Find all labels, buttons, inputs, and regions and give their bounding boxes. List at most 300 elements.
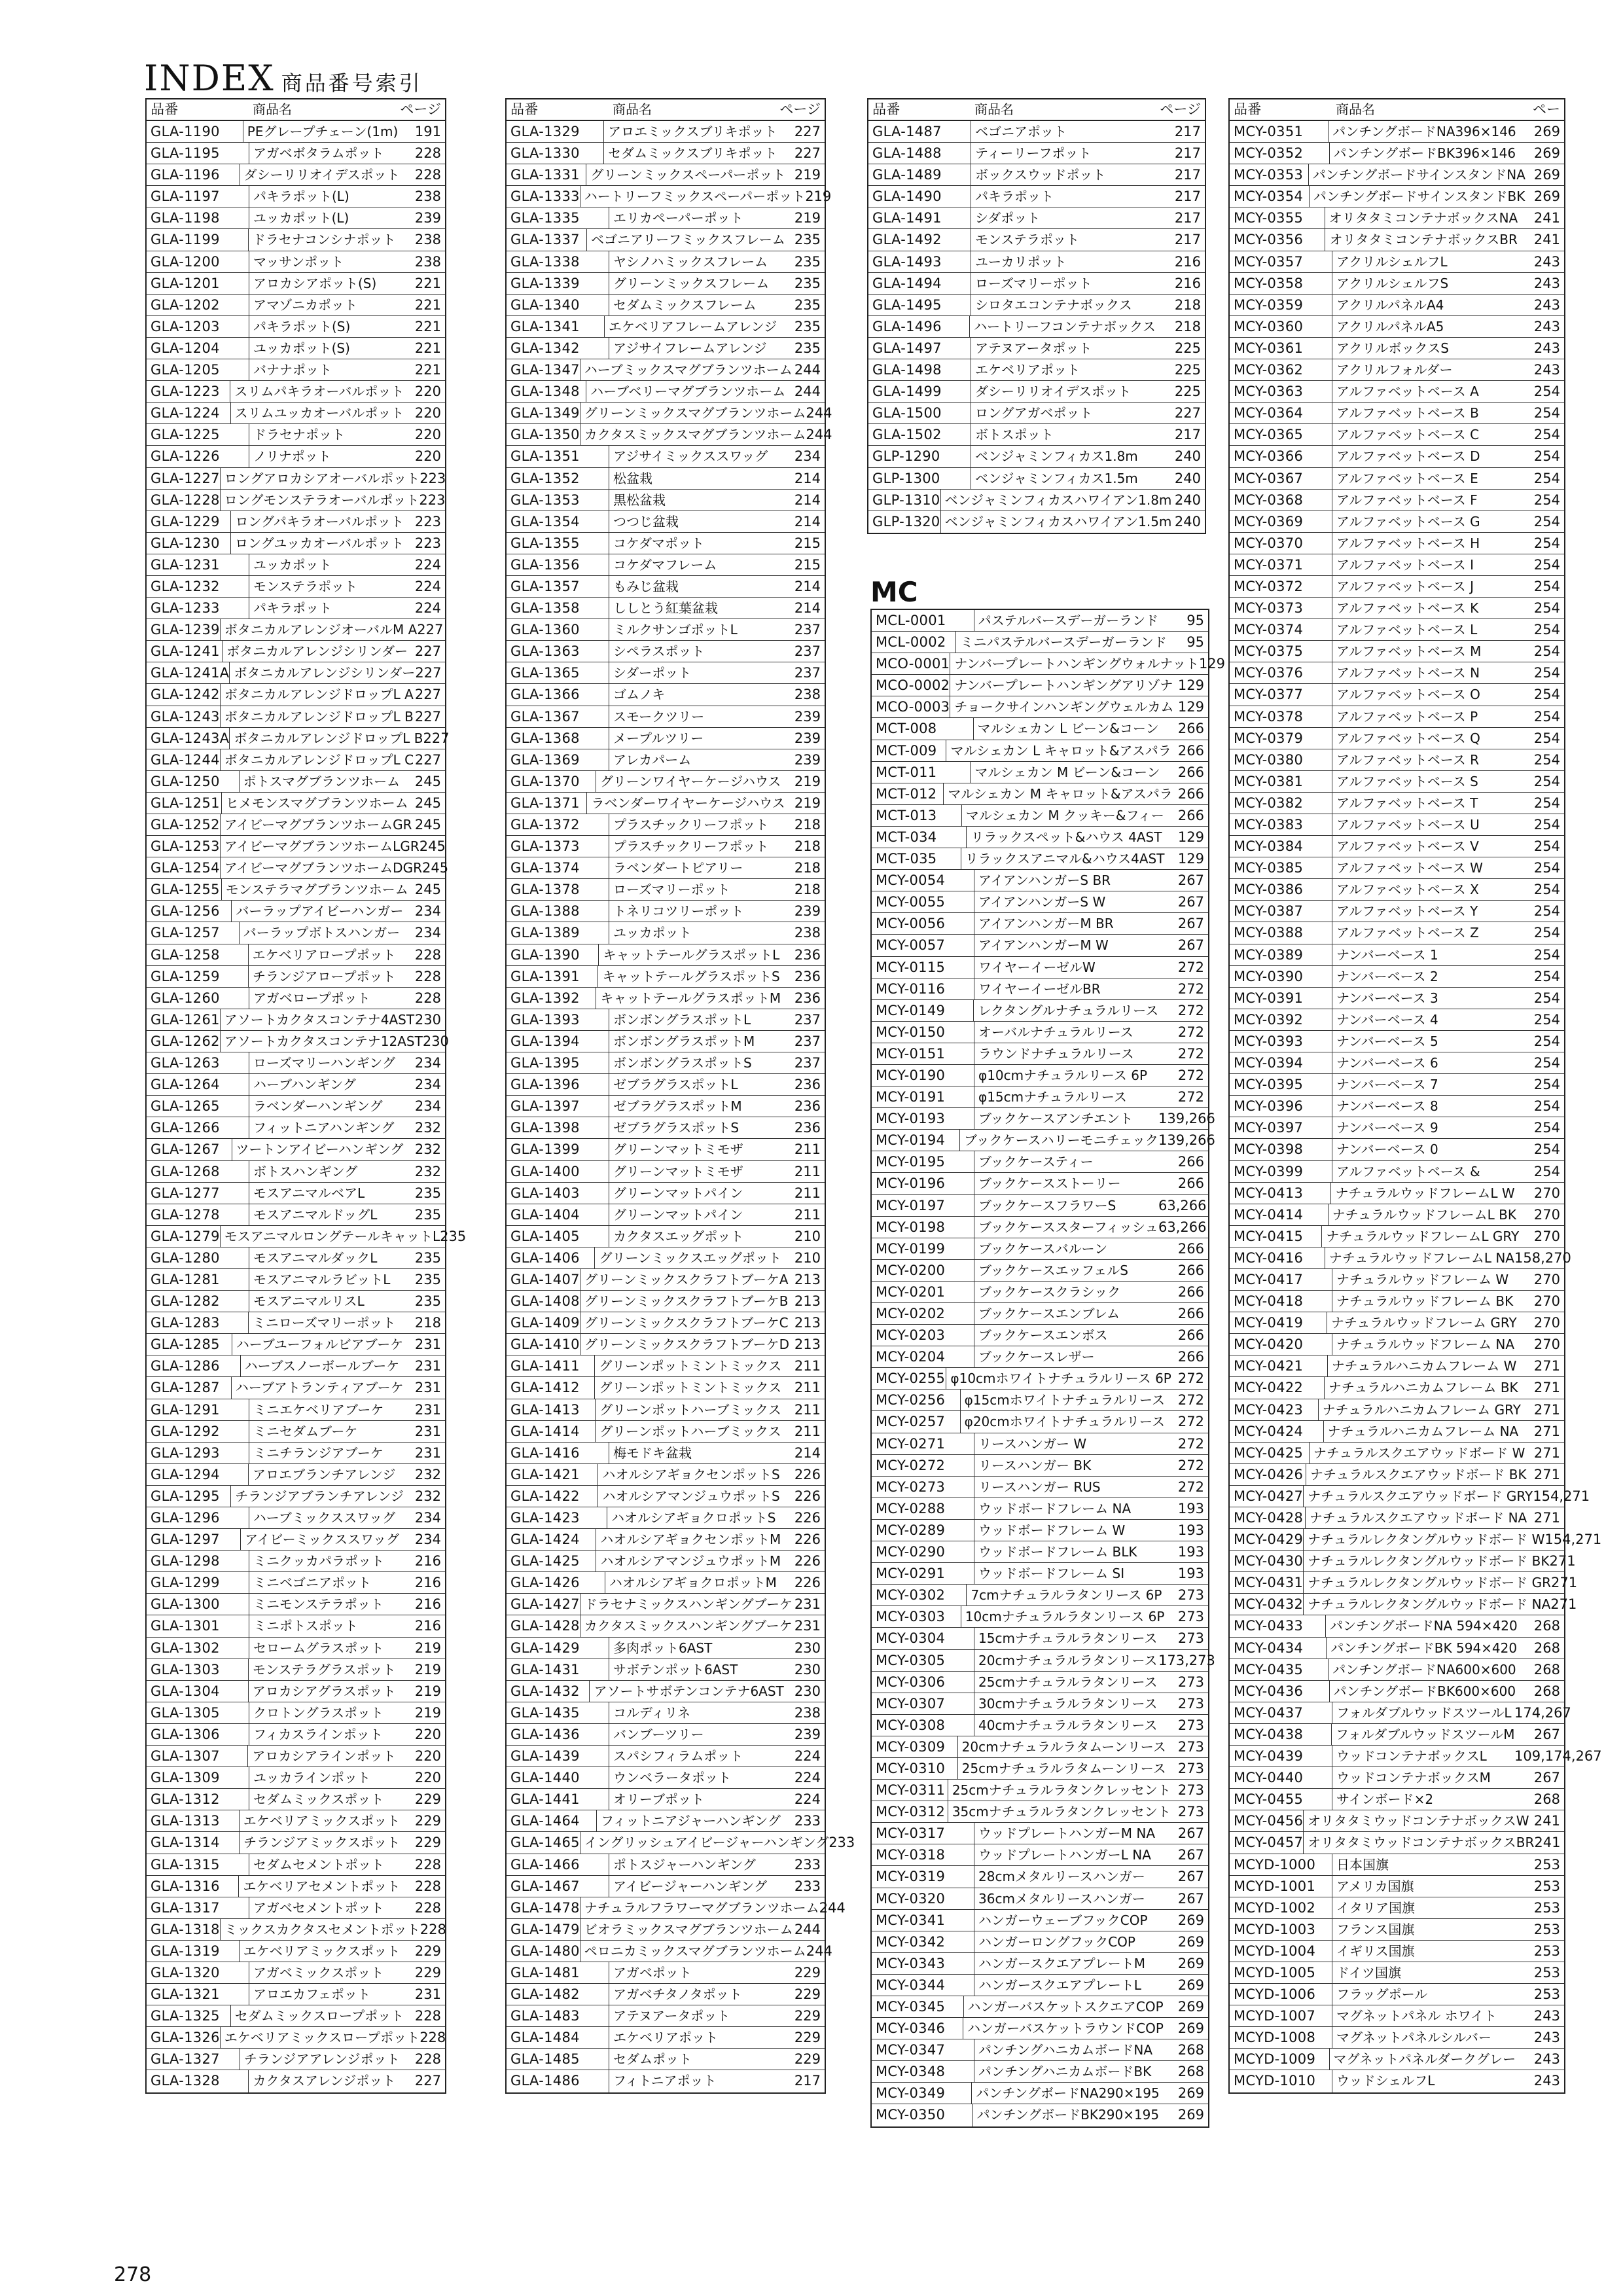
table-row: [872, 1325, 1208, 1346]
table-row: [1230, 1247, 1571, 1269]
cell-code: GLA-1258: [147, 944, 249, 965]
cell-name: グリーンミックスクラフトブーケC: [584, 1315, 789, 1331]
cell-name: ビオラミックスマグブランツホーム: [584, 1921, 793, 1937]
cell-code: GLA-1407: [507, 1269, 580, 1290]
cell-name: アガベミックスポット: [253, 1964, 384, 1981]
cell-page: 219: [794, 773, 821, 789]
table-row: [507, 1421, 825, 1443]
cell-page: 235: [794, 340, 821, 356]
cell-page: 254: [1533, 860, 1560, 876]
cell-name: 35cmナチュラルラタンクレッセント: [952, 1804, 1171, 1820]
cell-page: 173,273: [1158, 1652, 1215, 1668]
cell-name: アロエミックスブリキポット: [608, 124, 777, 139]
cell-code: GLA-1329: [507, 121, 604, 142]
cell-code: MCY-0347: [872, 2039, 974, 2060]
cell-name: チランジアロープポット: [252, 968, 396, 984]
cell-code: GLA-1281: [147, 1269, 249, 1290]
cell-name: パキラポット: [975, 188, 1054, 205]
cell-page: 267: [1177, 1847, 1204, 1863]
cell-code: GLA-1282: [147, 1291, 249, 1312]
cell-code: GLA-1303: [147, 1659, 249, 1680]
cell-code: MCT-013: [872, 805, 962, 826]
table-row: [868, 207, 1205, 229]
table-row: [147, 1355, 445, 1377]
cell-code: GLA-1197: [147, 186, 249, 207]
cell-code: MCY-0202: [872, 1303, 974, 1324]
table-row: [1230, 1443, 1564, 1464]
table-row: [507, 1507, 825, 1529]
cell-page: 235: [414, 1185, 441, 1201]
table-row: [872, 1736, 1208, 1758]
table-row: [868, 403, 1205, 424]
cell-code: GLA-1356: [507, 554, 609, 575]
table-row: [1230, 1421, 1564, 1443]
table-row: [872, 1672, 1208, 1693]
cell-page: 238: [794, 925, 821, 941]
table-row: [872, 1563, 1208, 1585]
cell-code: GLP-1320: [868, 511, 941, 533]
cell-name: アガベロープポット: [253, 990, 370, 1006]
cell-page: 245: [419, 838, 446, 855]
cell-page: 234: [414, 1055, 441, 1071]
cell-code: MCY-0341: [872, 1910, 974, 1931]
cell-page: 235: [414, 1249, 441, 1266]
cell-page: 244: [806, 427, 832, 443]
cell-name: エケベリアフレームアレンジ: [608, 318, 777, 334]
table-row: [1230, 706, 1564, 728]
cell-page: 244: [794, 384, 821, 400]
cell-name: ハーブミックスマグブランツホーム: [584, 362, 793, 378]
cell-code: GLA-1223: [147, 381, 230, 402]
table-row: [507, 576, 825, 598]
table-row: [147, 2005, 445, 2027]
cell-code: GLA-1405: [507, 1226, 609, 1247]
cell-code: GLA-1250: [147, 771, 240, 792]
cell-page: 254: [1533, 1033, 1560, 1049]
cell-page: 271: [1533, 1358, 1560, 1374]
table-row: [147, 1204, 445, 1226]
cell-code: MCY-0370: [1230, 533, 1332, 554]
cell-name: ハートリーフコンテナボックス: [974, 318, 1156, 334]
index-table: [145, 98, 467, 2094]
table-row: [147, 1810, 445, 1832]
cell-code: GLA-1241: [147, 641, 223, 662]
cell-name: アルファベットベース N: [1336, 665, 1480, 681]
table-row: [147, 1702, 445, 1724]
cell-page: 221: [414, 275, 441, 291]
cell-code: GLA-1439: [507, 1746, 609, 1767]
table-row: [1230, 619, 1564, 641]
cell-name: ハオルシアギョクロポットM: [609, 1575, 777, 1591]
table-row: [507, 1355, 825, 1377]
cell-code: GLA-1307: [147, 1746, 248, 1767]
cell-name: シダーポット: [613, 665, 692, 681]
cell-code: GLA-1485: [507, 2049, 609, 2070]
cell-name: パステルバースデーガーランド: [978, 613, 1159, 628]
table-row: [1230, 2027, 1564, 2049]
table-header: [1230, 99, 1564, 121]
cell-name: パキラポット(S): [253, 318, 351, 334]
cell-name: アロエブランチアレンジ: [253, 1466, 396, 1482]
cell-code: GLA-1366: [507, 684, 609, 705]
cell-page: 266: [1177, 764, 1204, 780]
cell-code: GLA-1487: [868, 121, 971, 142]
table-row: [507, 1161, 825, 1183]
cell-code: MCY-0200: [872, 1260, 974, 1281]
cell-page: 243: [1533, 362, 1560, 378]
section-heading-mc: MC: [870, 576, 918, 608]
table-row: [872, 1260, 1208, 1282]
cell-name: ナチュラルハニカムフレーム BK: [1328, 1380, 1518, 1396]
cell-page: 227: [417, 622, 444, 638]
cell-page: 218: [794, 860, 821, 876]
cell-page: 230: [794, 1661, 821, 1677]
table-row: [1230, 1031, 1564, 1052]
cell-page: 226: [794, 1532, 821, 1548]
cell-code: MCT-012: [872, 783, 944, 804]
cell-page: 220: [414, 1748, 441, 1765]
cell-page: 254: [1533, 405, 1560, 422]
cell-code: MCY-0364: [1230, 403, 1332, 423]
table-row: [507, 879, 825, 901]
cell-page: 245: [414, 773, 441, 789]
cell-page: 266: [1177, 1283, 1204, 1300]
cell-page: 254: [1533, 795, 1560, 811]
cell-name: スパシフィラムポット: [613, 1748, 743, 1765]
cell-page: 254: [1533, 492, 1560, 508]
cell-page: 243: [1533, 275, 1560, 291]
cell-code: MCY-0305: [872, 1650, 974, 1671]
cell-page: 211: [794, 1401, 821, 1418]
cell-code: MCY-0367: [1230, 468, 1332, 489]
cell-code: GLA-1277: [147, 1183, 249, 1204]
cell-name: φ15cmホワイトナチュラルリース: [964, 1392, 1165, 1408]
table-row: [872, 1390, 1208, 1411]
cell-name: ナチュラルレクタングルウッドボード GR: [1308, 1575, 1552, 1591]
table-row: [1230, 1486, 1590, 1507]
cell-name: パンチングボードBK600×600: [1333, 1683, 1516, 1699]
cell-page: 273: [1177, 1630, 1204, 1647]
cell-page: 231: [414, 1380, 441, 1396]
cell-code: MCYD-1010: [1230, 2070, 1332, 2092]
cell-name: ナチュラルウッドフレーム BK: [1336, 1293, 1514, 1310]
cell-name: ナンバーベース 1: [1336, 946, 1438, 963]
cell-name: ウッドボードフレーム BLK: [978, 1544, 1137, 1560]
cell-page: 272: [1177, 1414, 1204, 1430]
cell-name: 20cmナチュラルラタムーンリース: [961, 1738, 1166, 1755]
cell-code: MCY-0416: [1230, 1247, 1325, 1268]
header-code: 品番: [151, 101, 179, 117]
table-row: [147, 1746, 445, 1767]
cell-page: 231: [414, 1336, 441, 1353]
cell-code: GLA-1312: [147, 1789, 249, 1810]
cell-name: モスアニマルドッグL: [253, 1206, 378, 1223]
cell-name: フォルダブルウッドスツールM: [1335, 1726, 1515, 1742]
table-row: [147, 2027, 445, 2049]
table-header: [147, 99, 445, 121]
cell-name: パキラポット: [253, 600, 332, 617]
cell-name: ヒメモンスマグブランツホーム: [225, 795, 408, 811]
cell-page: 267: [1533, 1726, 1560, 1742]
cell-code: GLA-1228: [147, 490, 221, 511]
cell-page: 211: [794, 1185, 821, 1201]
cell-code: MCY-0440: [1230, 1767, 1332, 1788]
table-row: [872, 957, 1208, 978]
table-row: [872, 1455, 1208, 1477]
table-row: [868, 490, 1205, 511]
table-row: [1230, 338, 1564, 359]
table-row: [147, 1009, 445, 1031]
cell-code: MCY-0190: [872, 1065, 974, 1086]
cell-code: MCY-0438: [1230, 1724, 1332, 1745]
cell-name: ヤシノハミックスフレーム: [613, 253, 768, 270]
cell-page: 271: [1551, 1575, 1578, 1591]
cell-code: MCYD-1007: [1230, 2005, 1332, 2026]
table-row: [147, 814, 445, 836]
cell-code: GLA-1398: [507, 1117, 609, 1138]
cell-page: 129: [1198, 656, 1226, 672]
table-row: [147, 641, 445, 662]
cell-code: GLA-1305: [147, 1702, 249, 1723]
cell-code: GLA-1494: [868, 273, 971, 294]
table-row: [1230, 728, 1564, 749]
table-row: [1230, 381, 1564, 403]
cell-name: リースハンガー BK: [978, 1457, 1092, 1473]
cell-code: MCY-0387: [1230, 901, 1332, 922]
cell-page: 271: [1533, 1466, 1560, 1482]
table-row: [1230, 749, 1564, 771]
table-row: [507, 1919, 825, 1941]
cell-name: ナンバープレートハンギングウォルナット: [954, 656, 1199, 672]
table-row: [1230, 1204, 1564, 1226]
table-row: [872, 1585, 1208, 1606]
cell-page: 267: [1177, 872, 1204, 889]
cell-name: ハーブベリーマグブランツホーム: [590, 384, 786, 400]
cell-page: 219: [414, 1640, 441, 1656]
cell-name: ラベンダーワイヤーケージハウス: [591, 795, 785, 811]
table-row: [147, 1464, 445, 1486]
table-row: [1230, 1919, 1564, 1941]
table-row: [147, 251, 445, 273]
table-row: [868, 468, 1205, 490]
cell-page: 228: [414, 946, 441, 963]
cell-page: 221: [414, 340, 441, 356]
cell-name: ロングモンステラオーバルポット: [224, 492, 419, 508]
cell-code: GLA-1478: [507, 1897, 580, 1918]
cell-page: 266: [1177, 785, 1204, 802]
cell-code: MCY-0197: [872, 1195, 974, 1216]
cell-code: GLA-1431: [507, 1659, 609, 1680]
cell-page: 221: [414, 362, 441, 378]
cell-page: 232: [414, 1163, 441, 1179]
cell-code: MCY-0056: [872, 913, 974, 934]
table-row: [147, 966, 445, 988]
cell-name: エケベリアセメントポット: [243, 1878, 401, 1894]
table-row: [147, 468, 445, 490]
table-header: [507, 99, 825, 121]
cell-name: 25cmナチュラルラタンクレッセント: [952, 1782, 1171, 1799]
cell-code: GLA-1313: [147, 1810, 240, 1831]
cell-name: アルファベットベース C: [1336, 427, 1480, 443]
cell-code: MCY-0366: [1230, 446, 1332, 467]
cell-code: GLA-1423: [507, 1507, 607, 1528]
cell-code: MCY-0345: [872, 1996, 964, 2017]
cell-page: 213: [794, 1336, 821, 1353]
cell-code: MCY-0290: [872, 1541, 974, 1562]
cell-page: 272: [1177, 1024, 1204, 1040]
cell-name: 36cmメタルリースハンガー: [978, 1890, 1145, 1907]
table-row: [147, 1724, 445, 1746]
cell-code: GLA-1326: [147, 2027, 221, 2048]
cell-page: 226: [794, 1510, 821, 1526]
cell-name: ハオルシアギョクセンポットS: [602, 1466, 780, 1482]
cell-page: 268: [1177, 2042, 1204, 2058]
table-row: [1230, 533, 1564, 554]
cell-code: GLA-1335: [507, 207, 609, 228]
cell-code: MCY-0358: [1230, 273, 1332, 294]
cell-code: GLA-1424: [507, 1529, 596, 1550]
cell-name: アイビージャーハンギング: [613, 1878, 767, 1894]
table-row: [1230, 1355, 1564, 1377]
cell-name: スモークツリー: [613, 708, 705, 725]
cell-code: GLA-1483: [507, 2005, 609, 2026]
cell-name: アルファベットベース E: [1336, 470, 1478, 486]
table-row: [507, 207, 825, 229]
cell-page: 228: [414, 1899, 441, 1916]
cell-name: φ10cmホワイトナチュラルリース 6P: [950, 1371, 1171, 1387]
cell-code: GLA-1280: [147, 1247, 249, 1268]
table-row: [872, 891, 1208, 913]
cell-page: 216: [414, 1596, 441, 1613]
cell-page: 129: [1177, 829, 1204, 845]
table-row: [507, 1377, 825, 1399]
cell-name: ウッドプレートハンガーL NA: [978, 1847, 1151, 1863]
table-row: [147, 771, 445, 793]
cell-code: GLA-1229: [147, 511, 231, 532]
cell-name: メープルツリー: [613, 730, 704, 746]
cell-code: GLA-1262: [147, 1031, 221, 1052]
cell-page: 232: [414, 1141, 441, 1158]
cell-code: GLA-1399: [507, 1139, 609, 1160]
cell-page: 238: [414, 253, 441, 270]
table-row: [507, 273, 825, 295]
cell-code: GLA-1316: [147, 1876, 239, 1897]
table-row: [507, 1226, 825, 1247]
table-row: [872, 1022, 1208, 1043]
cell-page: 254: [1533, 470, 1560, 486]
index-header: [144, 58, 423, 99]
table-row: [147, 1789, 445, 1810]
cell-code: MCY-0256: [872, 1390, 961, 1410]
cell-code: MCY-0379: [1230, 728, 1332, 749]
cell-code: MCY-0198: [872, 1217, 974, 1238]
cell-code: MCY-0306: [872, 1672, 974, 1693]
cell-code: MCY-0423: [1230, 1399, 1319, 1420]
cell-name: アメリカ国旗: [1336, 1878, 1414, 1894]
cell-name: オリーブポット: [613, 1791, 704, 1808]
cell-page: 215: [794, 556, 821, 573]
table-row: [872, 1780, 1208, 1801]
cell-code: GLA-1426: [507, 1572, 605, 1593]
table-row: [507, 901, 825, 922]
header-page: ページ: [400, 101, 441, 117]
cell-code: MCY-0389: [1230, 944, 1332, 965]
cell-name: ボトスハンギング: [253, 1163, 358, 1179]
cell-page: 270: [1533, 1185, 1560, 1201]
cell-name: 20cmナチュラルラタンリース: [978, 1652, 1158, 1668]
cell-name: ユーカリポット: [975, 253, 1067, 270]
table-row: [872, 675, 1208, 696]
table-row: [507, 1984, 825, 2005]
cell-name: アルファベットベース V: [1336, 838, 1479, 855]
cell-name: ハーブユーフォルビアブーケ: [236, 1336, 404, 1353]
cell-code: MCY-0373: [1230, 598, 1332, 619]
cell-code: MCY-0150: [872, 1022, 974, 1043]
cell-page: 243: [1533, 253, 1560, 270]
cell-page: 233: [794, 1856, 821, 1873]
table-row: [147, 988, 445, 1009]
table-row: [1230, 771, 1564, 793]
cell-code: MCY-0378: [1230, 706, 1332, 727]
cell-name: ハートリーフミックスペーパーポット: [584, 188, 806, 205]
cell-page: 240: [1174, 470, 1201, 486]
cell-page: 254: [1533, 1055, 1560, 1071]
cell-code: GLA-1267: [147, 1139, 232, 1160]
cell-code: MCY-0431: [1230, 1572, 1304, 1593]
cell-name: 28cmメタルリースハンガー: [978, 1869, 1145, 1885]
cell-code: GLA-1436: [507, 1724, 609, 1745]
cell-name: セダムミックスブリキポット: [608, 145, 777, 162]
table-row: [147, 121, 445, 143]
cell-page: 221: [414, 296, 441, 313]
cell-name: ユッカポット(S): [253, 340, 350, 356]
cell-page: 243: [1533, 2051, 1560, 2068]
cell-name: ダシーリリオイデスポット: [975, 384, 1131, 400]
cell-name: アクリルシェルフS: [1336, 275, 1449, 291]
cell-page: 193: [1177, 1544, 1204, 1560]
cell-name: ミニモンステラポット: [253, 1596, 383, 1613]
table-row: [872, 1758, 1208, 1780]
cell-page: 231: [794, 1618, 821, 1634]
table-row: [872, 1086, 1208, 1108]
table-row: [507, 1096, 825, 1117]
table-row: [1230, 1117, 1564, 1139]
cell-code: GLA-1325: [147, 2005, 231, 2026]
cell-code: GLA-1198: [147, 207, 249, 228]
cell-code: GLA-1412: [507, 1377, 595, 1398]
table-row: [868, 251, 1205, 273]
cell-code: MCY-0419: [1230, 1312, 1327, 1333]
cell-code: GLA-1224: [147, 403, 231, 423]
cell-code: MCY-0359: [1230, 295, 1332, 315]
cell-page: 218: [414, 1315, 441, 1331]
cell-name: カクタスアレンジポット: [253, 2073, 396, 2089]
cell-name: ウッドボードフレーム NA: [978, 1500, 1132, 1516]
cell-name: ししとう紅葉盆栽: [613, 600, 718, 617]
table-row: [1230, 2005, 1564, 2027]
cell-code: GLA-1253: [147, 836, 221, 857]
cell-page: 272: [1177, 1479, 1204, 1495]
cell-name: ナンバーベース 6: [1336, 1055, 1438, 1071]
cell-code: MCY-0307: [872, 1693, 974, 1714]
table-row: [147, 1507, 445, 1529]
cell-code: GLA-1330: [507, 143, 604, 164]
cell-page: 266: [1177, 721, 1204, 737]
cell-name: アルファベットベース G: [1336, 513, 1480, 529]
cell-page: 254: [1533, 708, 1560, 725]
cell-page: 224: [414, 556, 441, 573]
cell-code: MCY-0311: [872, 1780, 948, 1801]
